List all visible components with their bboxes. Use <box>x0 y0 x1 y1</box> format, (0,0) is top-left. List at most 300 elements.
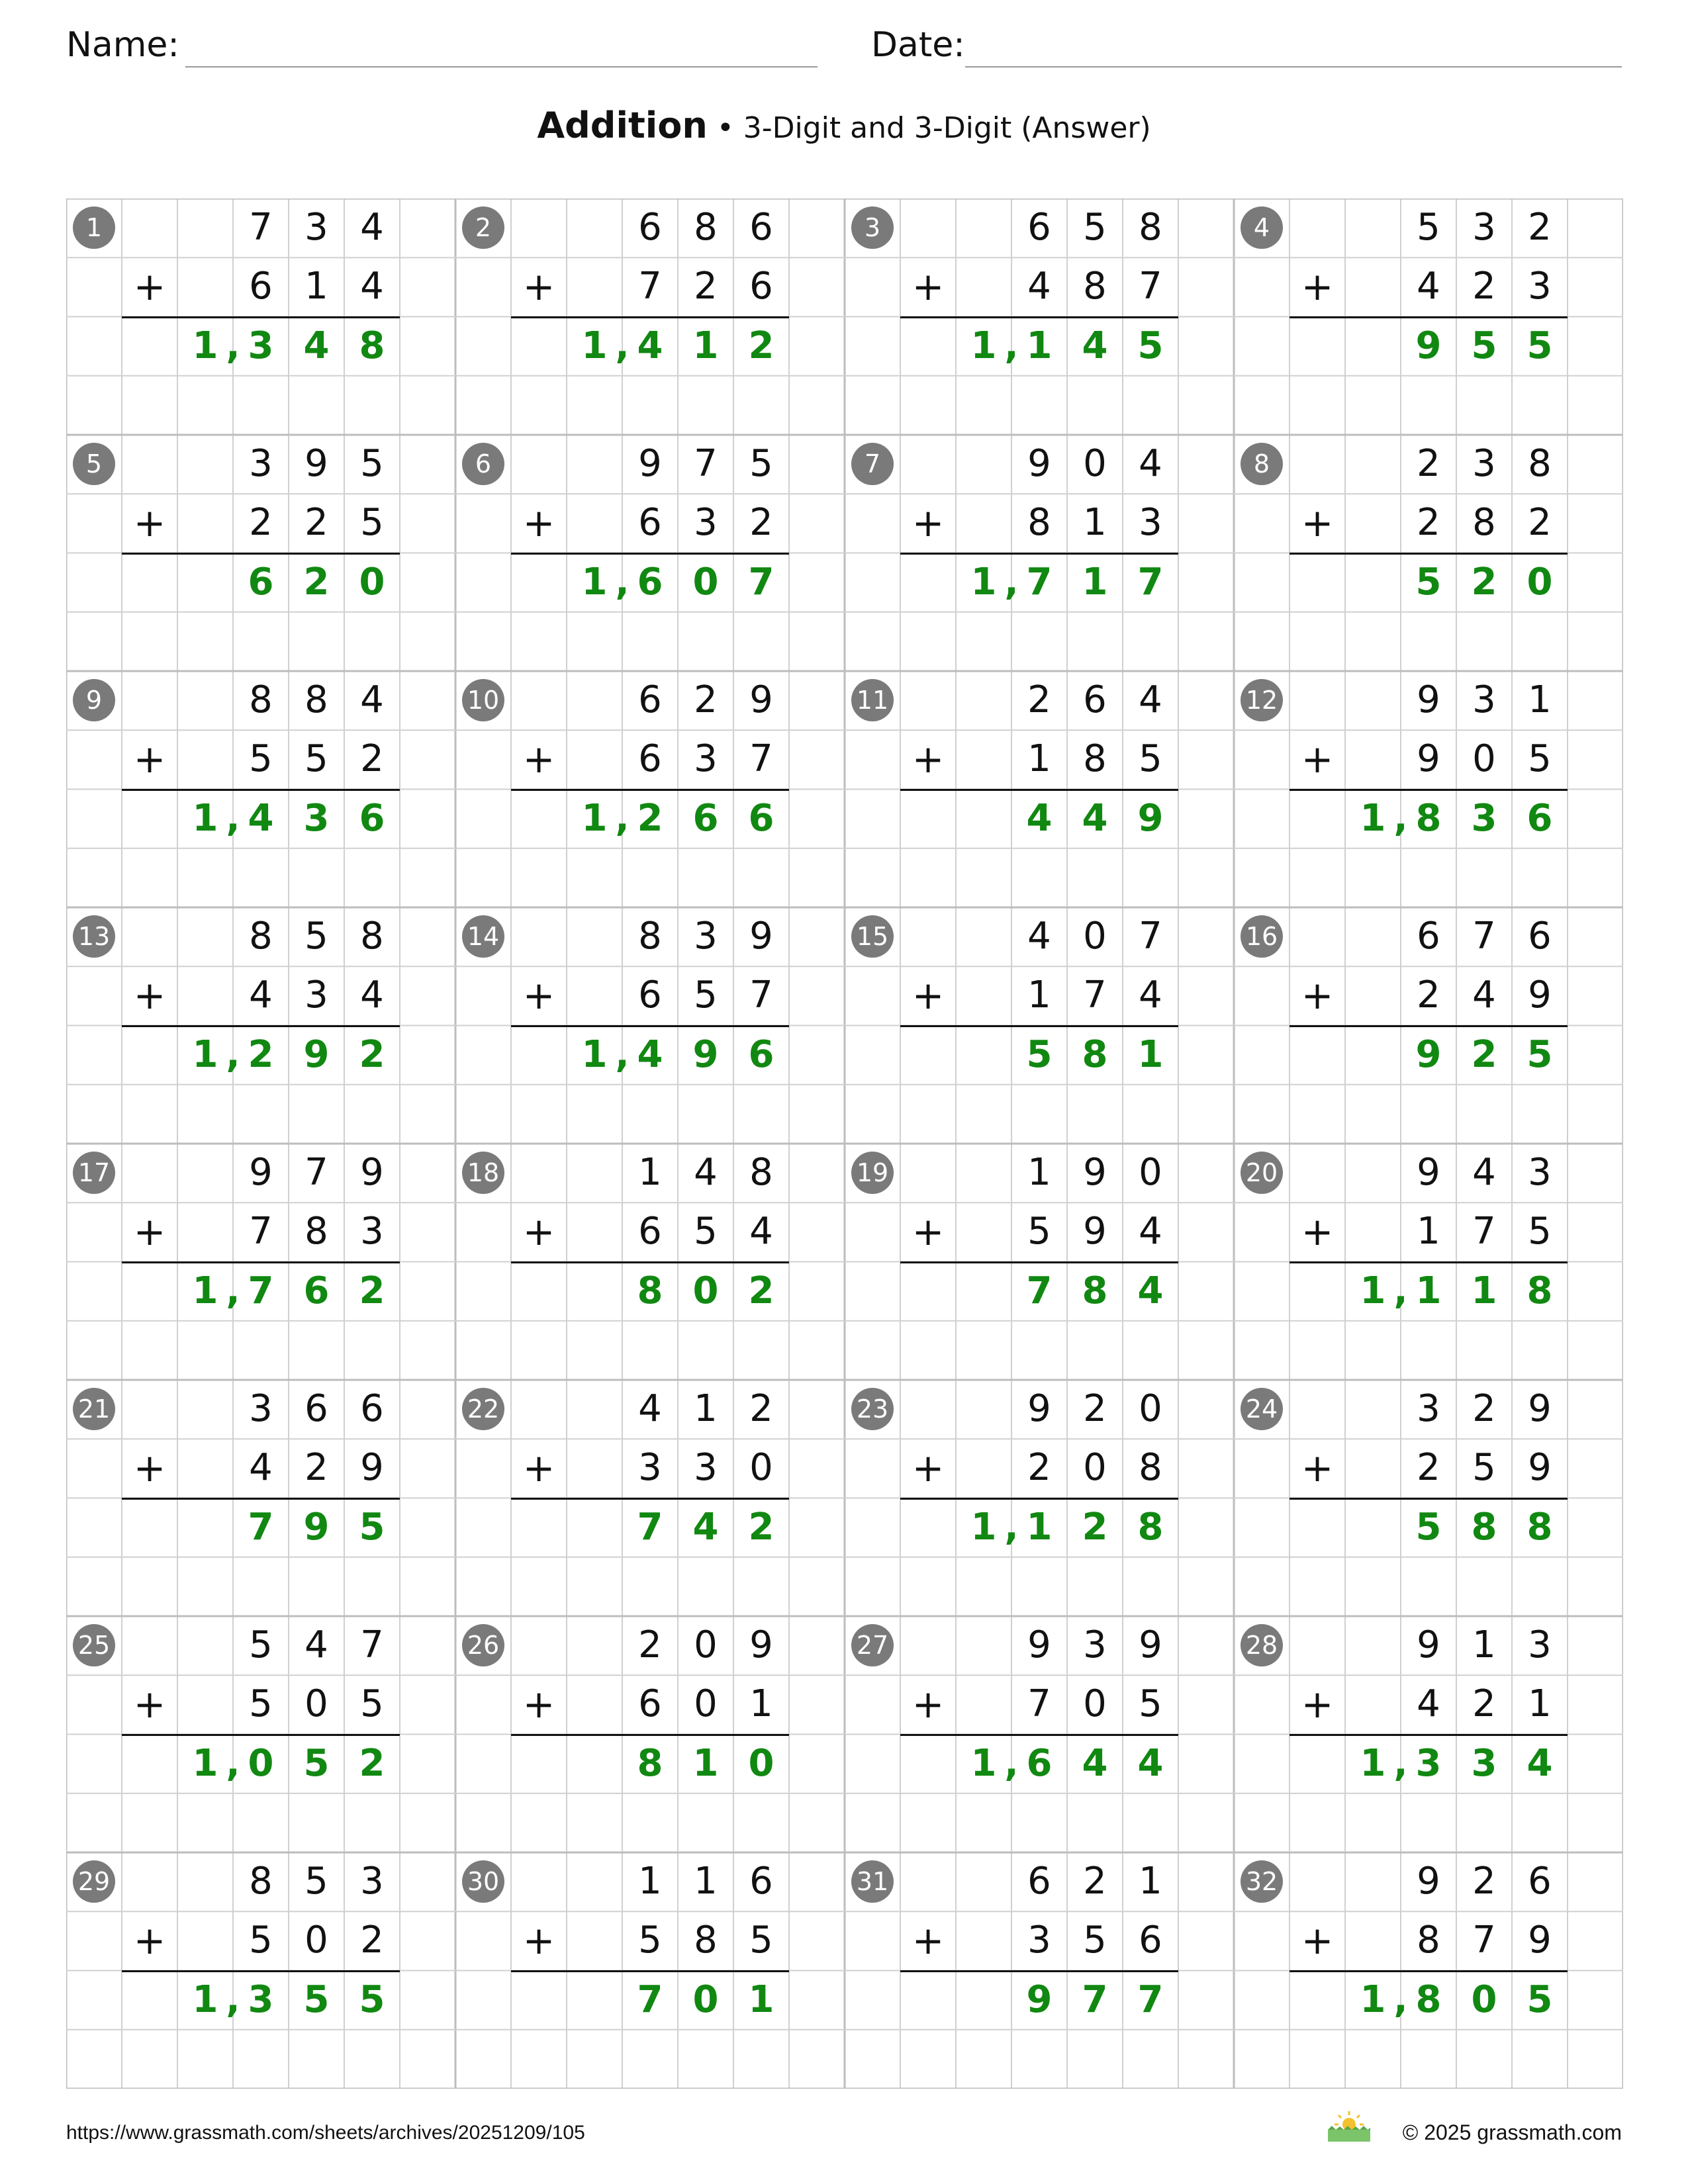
grass-sun-logo-icon <box>1325 2107 1373 2144</box>
plus-sign: + <box>912 1209 945 1255</box>
answer-digit: 7 <box>248 1505 274 1549</box>
plus-sign: + <box>522 973 555 1019</box>
plus-sign: + <box>1301 1445 1334 1491</box>
addend-digit: 2 <box>1027 678 1051 721</box>
name-label: Name: <box>66 25 179 65</box>
plus-sign: + <box>133 1445 166 1491</box>
answer-digit: 5 <box>1471 324 1497 367</box>
addend-digit: 3 <box>249 442 273 485</box>
plus-sign: + <box>912 264 945 310</box>
addend-digit: 3 <box>1417 1387 1440 1430</box>
addend-digit: 9 <box>249 1151 273 1194</box>
answer-comma: , <box>226 1032 240 1076</box>
addend-digit: 9 <box>1528 974 1552 1017</box>
answer-digit: 8 <box>637 1269 663 1312</box>
addend-digit: 5 <box>1083 1919 1107 1962</box>
addend-digit: 6 <box>749 1860 773 1903</box>
addend-digit: 7 <box>1083 974 1107 1017</box>
addend-digit: 0 <box>1139 1387 1162 1430</box>
answer-digit: 7 <box>748 560 774 604</box>
answer-digit: 1 <box>970 324 997 367</box>
answer-digit: 1 <box>1026 1505 1053 1549</box>
addend-digit: 4 <box>694 1151 718 1194</box>
problem-number-badge: 26 <box>462 1624 504 1666</box>
problem-number-badge: 21 <box>73 1388 115 1430</box>
answer-comma: , <box>226 1978 240 2021</box>
addend-digit: 2 <box>1083 1387 1107 1430</box>
answer-digit: 1 <box>748 1978 774 2021</box>
addend-digit: 1 <box>694 1387 718 1430</box>
addend-digit: 9 <box>1027 442 1051 485</box>
date-line[interactable] <box>965 66 1622 68</box>
addend-digit: 6 <box>360 1387 384 1430</box>
plus-sign: + <box>1301 1918 1334 1964</box>
answer-digit: 5 <box>1526 1032 1553 1076</box>
addend-digit: 2 <box>1417 501 1440 545</box>
addend-digit: 4 <box>1139 974 1162 1017</box>
addend-digit: 9 <box>749 915 773 958</box>
answer-comma: , <box>1393 1741 1408 1785</box>
answer-digit: 2 <box>248 1032 274 1076</box>
answer-digit: 2 <box>359 1269 385 1312</box>
answer-digit: 7 <box>637 1978 663 2021</box>
addend-digit: 3 <box>694 1446 718 1490</box>
answer-digit: 6 <box>359 796 385 840</box>
addend-digit: 0 <box>749 1446 773 1490</box>
answer-digit: 9 <box>1415 1032 1442 1076</box>
plus-sign: + <box>1301 1682 1334 1727</box>
plus-sign: + <box>522 500 555 546</box>
addend-digit: 6 <box>1027 1860 1051 1903</box>
addend-digit: 9 <box>1139 1623 1162 1666</box>
date-label: Date: <box>871 25 965 65</box>
addend-digit: 5 <box>249 737 273 781</box>
addend-digit: 1 <box>1528 678 1552 721</box>
addend-digit: 9 <box>1417 1623 1440 1666</box>
addend-digit: 1 <box>1472 1623 1496 1666</box>
addend-digit: 6 <box>638 1210 662 1253</box>
answer-digit: 0 <box>1471 1978 1497 2021</box>
addend-digit: 1 <box>1027 1151 1051 1194</box>
answer-digit: 0 <box>692 1978 719 2021</box>
answer-comma: , <box>1004 324 1019 367</box>
addend-digit: 9 <box>1528 1446 1552 1490</box>
addend-digit: 3 <box>249 1387 273 1430</box>
answer-digit: 1 <box>692 1741 719 1785</box>
plus-sign: + <box>1301 737 1334 782</box>
answer-digit: 3 <box>248 324 274 367</box>
plus-sign: + <box>912 737 945 782</box>
addend-digit: 0 <box>1083 1682 1107 1726</box>
problem-number-badge: 19 <box>851 1152 894 1194</box>
answer-digit: 6 <box>248 560 274 604</box>
addend-digit: 3 <box>694 737 718 781</box>
addend-digit: 5 <box>1083 206 1107 249</box>
answer-digit: 7 <box>1082 1978 1108 2021</box>
addend-digit: 2 <box>305 1446 328 1490</box>
addend-digit: 6 <box>749 265 773 308</box>
answer-digit: 9 <box>1415 324 1442 367</box>
plus-sign: + <box>912 1918 945 1964</box>
problem-number-badge: 14 <box>462 915 504 958</box>
answer-comma: , <box>1393 1978 1408 2021</box>
addend-digit: 2 <box>305 501 328 545</box>
plus-sign: + <box>912 1445 945 1491</box>
addend-digit: 3 <box>1139 501 1162 545</box>
answer-digit: 2 <box>303 560 330 604</box>
answer-digit: 6 <box>692 796 719 840</box>
answer-digit: 8 <box>637 1741 663 1785</box>
addend-digit: 1 <box>638 1860 662 1903</box>
answer-digit: 2 <box>359 1741 385 1785</box>
plus-sign: + <box>1301 1209 1334 1255</box>
addend-digit: 4 <box>1139 442 1162 485</box>
answer-digit: 2 <box>1082 1505 1108 1549</box>
addend-digit: 9 <box>305 442 328 485</box>
addend-digit: 3 <box>694 915 718 958</box>
addend-digit: 9 <box>1027 1387 1051 1430</box>
addend-digit: 7 <box>1472 915 1496 958</box>
addend-digit: 4 <box>360 678 384 721</box>
answer-digit: 9 <box>1137 796 1164 840</box>
answer-comma: , <box>226 324 240 367</box>
addend-digit: 1 <box>1417 1210 1440 1253</box>
addend-digit: 9 <box>749 678 773 721</box>
answer-digit: 2 <box>1471 1032 1497 1076</box>
name-line[interactable] <box>185 66 818 68</box>
problem-number-badge: 31 <box>851 1860 894 1903</box>
answer-digit: 0 <box>692 1269 719 1312</box>
plus-sign: + <box>1301 973 1334 1019</box>
answer-digit: 6 <box>637 560 663 604</box>
addend-digit: 8 <box>1139 1446 1162 1490</box>
answer-digit: 9 <box>692 1032 719 1076</box>
addend-digit: 5 <box>694 1210 718 1253</box>
addend-digit: 5 <box>360 501 384 545</box>
answer-comma: , <box>226 1741 240 1785</box>
addend-digit: 3 <box>1528 1623 1552 1666</box>
answer-digit: 4 <box>637 1032 663 1076</box>
addend-digit: 3 <box>360 1860 384 1903</box>
addend-digit: 4 <box>749 1210 773 1253</box>
answer-digit: 1 <box>1415 1269 1442 1312</box>
answer-digit: 0 <box>692 560 719 604</box>
addend-digit: 2 <box>1417 974 1440 1017</box>
plus-sign: + <box>133 737 166 782</box>
answer-digit: 1 <box>192 324 218 367</box>
problem-number-badge: 16 <box>1241 915 1283 958</box>
addend-digit: 6 <box>1417 915 1440 958</box>
answer-digit: 7 <box>1137 560 1164 604</box>
answer-digit: 5 <box>359 1978 385 2021</box>
addend-digit: 2 <box>360 737 384 781</box>
addend-digit: 8 <box>249 915 273 958</box>
addend-digit: 1 <box>305 265 328 308</box>
addend-digit: 6 <box>638 1682 662 1726</box>
problem-number-badge: 25 <box>73 1624 115 1666</box>
answer-digit: 7 <box>1026 560 1053 604</box>
addend-digit: 4 <box>1139 1210 1162 1253</box>
addend-digit: 2 <box>1417 1446 1440 1490</box>
addend-digit: 6 <box>638 678 662 721</box>
answer-digit: 7 <box>1137 1978 1164 2021</box>
problem-number-badge: 30 <box>462 1860 504 1903</box>
problem-number-badge: 9 <box>73 679 115 721</box>
answer-digit: 6 <box>748 796 774 840</box>
addend-digit: 3 <box>305 206 328 249</box>
addend-digit: 5 <box>249 1682 273 1726</box>
answer-digit: 5 <box>359 1505 385 1549</box>
addend-digit: 5 <box>1417 206 1440 249</box>
addend-digit: 8 <box>1472 501 1496 545</box>
answer-digit: 5 <box>1026 1032 1053 1076</box>
addend-digit: 8 <box>694 206 718 249</box>
answer-digit: 1 <box>192 796 218 840</box>
answer-digit: 4 <box>1082 324 1108 367</box>
answer-digit: 5 <box>1415 560 1442 604</box>
addend-digit: 2 <box>694 265 718 308</box>
answer-comma: , <box>1393 796 1408 840</box>
plus-sign: + <box>522 264 555 310</box>
answer-digit: 1 <box>1137 1032 1164 1076</box>
addend-digit: 6 <box>249 265 273 308</box>
addend-digit: 8 <box>249 678 273 721</box>
addend-digit: 0 <box>305 1919 328 1962</box>
addend-digit: 6 <box>749 206 773 249</box>
problem-number-badge: 32 <box>1241 1860 1283 1903</box>
answer-digit: 4 <box>692 1505 719 1549</box>
addend-digit: 9 <box>360 1151 384 1194</box>
answer-digit: 0 <box>248 1741 274 1785</box>
addend-digit: 8 <box>249 1860 273 1903</box>
addend-digit: 4 <box>360 265 384 308</box>
addend-digit: 2 <box>1472 1860 1496 1903</box>
addend-digit: 7 <box>249 1210 273 1253</box>
answer-digit: 1 <box>1082 560 1108 604</box>
problem-number-badge: 20 <box>1241 1152 1283 1194</box>
addend-digit: 7 <box>638 265 662 308</box>
addend-digit: 3 <box>1083 1623 1107 1666</box>
answer-digit: 1 <box>1360 796 1386 840</box>
addend-digit: 8 <box>360 915 384 958</box>
problem-number-badge: 15 <box>851 915 894 958</box>
answer-digit: 2 <box>637 796 663 840</box>
problem-number-badge: 7 <box>851 443 894 485</box>
plus-sign: + <box>522 737 555 782</box>
addend-digit: 9 <box>1027 1623 1051 1666</box>
plus-sign: + <box>912 973 945 1019</box>
addend-digit: 9 <box>1528 1919 1552 1962</box>
answer-digit: 6 <box>303 1269 330 1312</box>
answer-digit: 1 <box>192 1978 218 2021</box>
addend-digit: 3 <box>1528 1151 1552 1194</box>
addend-digit: 7 <box>1027 1682 1051 1726</box>
addend-digit: 4 <box>1417 1682 1440 1726</box>
answer-digit: 9 <box>303 1032 330 1076</box>
addend-digit: 5 <box>749 442 773 485</box>
answer-digit: 3 <box>303 796 330 840</box>
answer-digit: 5 <box>1137 324 1164 367</box>
answer-digit: 8 <box>359 324 385 367</box>
answer-digit: 4 <box>303 324 330 367</box>
answer-digit: 4 <box>637 324 663 367</box>
answer-comma: , <box>226 1269 240 1312</box>
answer-digit: 7 <box>1026 1269 1053 1312</box>
answer-digit: 1 <box>581 324 608 367</box>
answer-digit: 3 <box>1415 1741 1442 1785</box>
addend-digit: 2 <box>1083 1860 1107 1903</box>
addend-digit: 1 <box>1139 1860 1162 1903</box>
addend-digit: 7 <box>694 442 718 485</box>
answer-digit: 6 <box>1526 796 1553 840</box>
addend-digit: 8 <box>305 678 328 721</box>
plus-sign: + <box>522 1209 555 1255</box>
answer-digit: 4 <box>1137 1741 1164 1785</box>
answer-digit: 0 <box>359 560 385 604</box>
addend-digit: 1 <box>1027 737 1051 781</box>
addend-digit: 8 <box>1027 501 1051 545</box>
answer-digit: 4 <box>1026 796 1053 840</box>
addend-digit: 4 <box>1027 915 1051 958</box>
addend-digit: 7 <box>749 974 773 1017</box>
answer-digit: 4 <box>248 796 274 840</box>
answer-digit: 1 <box>970 1741 997 1785</box>
addend-digit: 5 <box>1027 1210 1051 1253</box>
problem-number-badge: 29 <box>73 1860 115 1903</box>
addend-digit: 2 <box>749 1387 773 1430</box>
answer-comma: , <box>226 796 240 840</box>
answer-digit: 5 <box>1526 1978 1553 2021</box>
worksheet-title <box>0 105 1688 146</box>
plus-sign: + <box>133 500 166 546</box>
answer-comma: , <box>1393 1269 1408 1312</box>
addend-digit: 2 <box>249 501 273 545</box>
addend-digit: 8 <box>638 915 662 958</box>
answer-digit: 1 <box>1360 1269 1386 1312</box>
answer-digit: 4 <box>1082 1741 1108 1785</box>
addend-digit: 3 <box>1472 206 1496 249</box>
addend-digit: 8 <box>749 1151 773 1194</box>
addend-digit: 2 <box>1472 265 1496 308</box>
addend-digit: 3 <box>1472 678 1496 721</box>
addend-digit: 2 <box>1472 1682 1496 1726</box>
addend-digit: 9 <box>638 442 662 485</box>
addend-digit: 0 <box>694 1623 718 1666</box>
answer-comma: , <box>1004 1505 1019 1549</box>
answer-comma: , <box>615 560 630 604</box>
answer-digit: 5 <box>303 1741 330 1785</box>
addend-digit: 7 <box>1139 265 1162 308</box>
plus-sign: + <box>522 1918 555 1964</box>
addend-digit: 2 <box>694 678 718 721</box>
title-main: Addition <box>537 105 708 146</box>
addend-digit: 5 <box>1528 1210 1552 1253</box>
plus-sign: + <box>1301 264 1334 310</box>
answer-digit: 3 <box>248 1978 274 2021</box>
answer-digit: 8 <box>1526 1505 1553 1549</box>
addend-digit: 5 <box>305 915 328 958</box>
problem-number-badge: 12 <box>1241 679 1283 721</box>
answer-comma: , <box>615 1032 630 1076</box>
addend-digit: 0 <box>1139 1151 1162 1194</box>
addend-digit: 5 <box>360 442 384 485</box>
plus-sign: + <box>133 264 166 310</box>
addend-digit: 9 <box>1417 1860 1440 1903</box>
addend-digit: 2 <box>1417 442 1440 485</box>
addend-digit: 5 <box>1139 737 1162 781</box>
answer-digit: 5 <box>1415 1505 1442 1549</box>
addend-digit: 5 <box>1472 1446 1496 1490</box>
addend-digit: 4 <box>360 974 384 1017</box>
answer-digit: 8 <box>1471 1505 1497 1549</box>
problem-number-badge: 1 <box>73 206 115 249</box>
addend-digit: 4 <box>249 974 273 1017</box>
addend-digit: 6 <box>638 501 662 545</box>
answer-digit: 8 <box>1082 1269 1108 1312</box>
addend-digit: 9 <box>1417 1151 1440 1194</box>
addend-digit: 9 <box>1417 737 1440 781</box>
addend-digit: 7 <box>249 206 273 249</box>
problem-number-badge: 28 <box>1241 1624 1283 1666</box>
addend-digit: 8 <box>1528 442 1552 485</box>
addend-digit: 7 <box>749 737 773 781</box>
answer-digit: 6 <box>748 1032 774 1076</box>
addend-digit: 8 <box>694 1919 718 1962</box>
plus-sign: + <box>133 973 166 1019</box>
answer-digit: 8 <box>1415 796 1442 840</box>
answer-digit: 1 <box>192 1269 218 1312</box>
problem-number-badge: 17 <box>73 1152 115 1194</box>
answer-digit: 1 <box>192 1741 218 1785</box>
addend-digit: 3 <box>360 1210 384 1253</box>
addend-digit: 7 <box>1472 1919 1496 1962</box>
addend-digit: 6 <box>638 737 662 781</box>
problem-number-badge: 2 <box>462 206 504 249</box>
problem-number-badge: 13 <box>73 915 115 958</box>
answer-digit: 8 <box>1082 1032 1108 1076</box>
addend-digit: 0 <box>1083 915 1107 958</box>
problem-number-badge: 8 <box>1241 443 1283 485</box>
addend-digit: 3 <box>694 501 718 545</box>
footer-url: https://www.grassmath.com/sheets/archives/20251209/105 <box>66 2122 585 2144</box>
addend-digit: 1 <box>1027 974 1051 1017</box>
addend-digit: 5 <box>305 1860 328 1903</box>
addend-digit: 0 <box>305 1682 328 1726</box>
addend-digit: 3 <box>1472 442 1496 485</box>
addend-digit: 9 <box>1417 678 1440 721</box>
addend-digit: 7 <box>1139 915 1162 958</box>
addend-digit: 6 <box>1528 915 1552 958</box>
problem-number-badge: 18 <box>462 1152 504 1194</box>
addend-digit: 6 <box>1528 1860 1552 1903</box>
answer-digit: 9 <box>303 1505 330 1549</box>
addend-digit: 1 <box>694 1860 718 1903</box>
problem-number-badge: 24 <box>1241 1388 1283 1430</box>
addend-digit: 5 <box>638 1919 662 1962</box>
addend-digit: 1 <box>1083 501 1107 545</box>
addend-digit: 4 <box>1139 678 1162 721</box>
problem-number-badge: 4 <box>1241 206 1283 249</box>
addend-digit: 4 <box>1472 1151 1496 1194</box>
answer-digit: 2 <box>748 1269 774 1312</box>
plus-sign: + <box>522 1682 555 1727</box>
addend-digit: 0 <box>1472 737 1496 781</box>
addend-digit: 4 <box>1027 265 1051 308</box>
addend-digit: 5 <box>249 1623 273 1666</box>
addend-digit: 1 <box>749 1682 773 1726</box>
plus-sign: + <box>133 1918 166 1964</box>
addend-digit: 5 <box>249 1919 273 1962</box>
